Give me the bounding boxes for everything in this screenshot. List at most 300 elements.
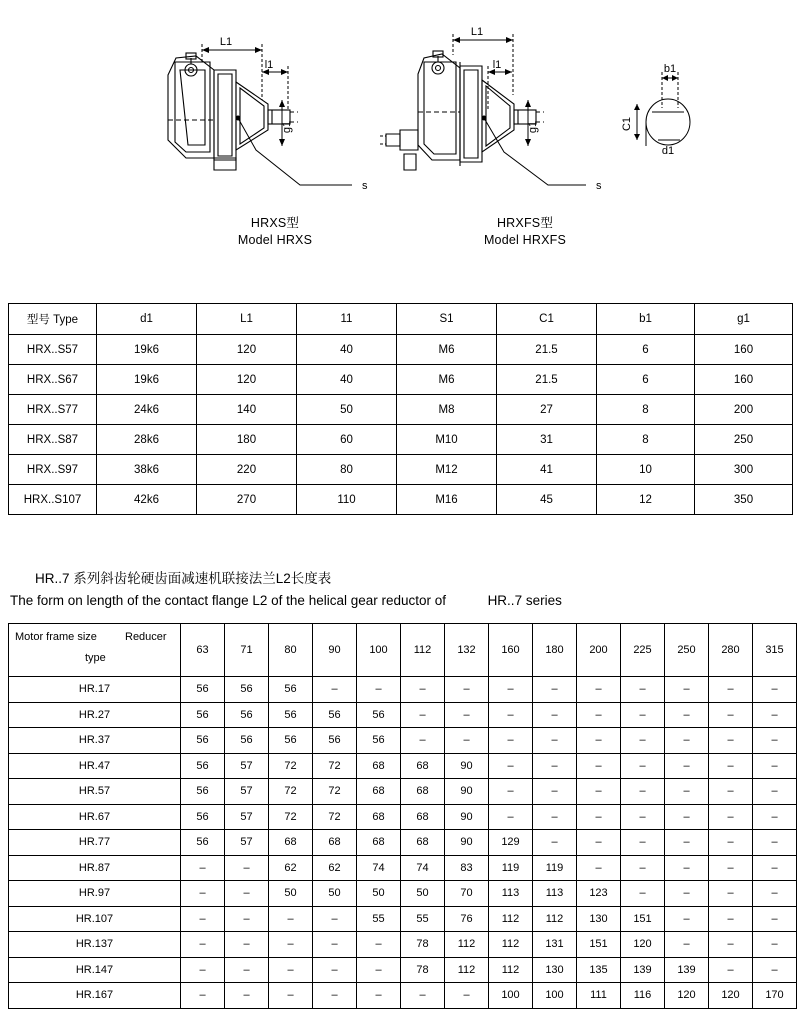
cell-type: HRX..S67 [9,365,97,395]
cell-L2-80: 72 [269,753,313,779]
cell-reducer-type: HR.77 [9,830,181,856]
cell-L2-71: 56 [225,677,269,703]
cell-L2-160: – [489,753,533,779]
cell-L2-315: – [753,881,797,907]
cell-11: 40 [297,335,397,365]
model-caption-left [180,215,370,249]
cell-L2-280: – [709,677,753,703]
cell-reducer-type: HR.57 [9,779,181,805]
cell-reducer-type: HR.67 [9,804,181,830]
cell-L2-80: – [269,983,313,1009]
cell-11: 50 [297,395,397,425]
cell-reducer-type: HR.47 [9,753,181,779]
cell-b1: 6 [597,365,695,395]
cell-L2-200: – [577,855,621,881]
cell-L2-71: – [225,932,269,958]
cell-L2-132: – [445,702,489,728]
col-header-250: 250 [665,624,709,677]
leader-s-left [236,116,352,185]
table-row [9,702,797,728]
cell-L2-280: – [709,855,753,881]
cell-L2-315: – [753,957,797,983]
cell-d1: 28k6 [97,425,197,455]
cell-type: HRX..S57 [9,335,97,365]
cell-L2-112: – [401,728,445,754]
cell-b1: 10 [597,455,695,485]
cell-C1: 45 [497,485,597,515]
cell-L2-63: 56 [181,830,225,856]
cell-L2-100: – [357,957,401,983]
cell-L2-132: 90 [445,830,489,856]
cell-L2-80: 72 [269,779,313,805]
cell-L2-90: 56 [313,728,357,754]
cell-reducer-type: HR.167 [9,983,181,1009]
col-header-S1: S1 [397,304,497,335]
cell-L2-315: – [753,906,797,932]
label-d1: d1 [661,145,675,157]
cell-L2-80: 68 [269,830,313,856]
cell-L2-250: – [665,881,709,907]
cell-L2-160: – [489,779,533,805]
model-caption-right-cn: HRXFS型 [496,216,554,230]
cell-L2-315: – [753,728,797,754]
cell-L2-63: – [181,983,225,1009]
cell-L2-132: 112 [445,957,489,983]
cell-L2-280: – [709,702,753,728]
cell-type: HRX..S77 [9,395,97,425]
cell-L2-63: – [181,881,225,907]
col-header-200: 200 [577,624,621,677]
section-title-cn: HR..7 系列斜齿轮硬齿面减速机联接法兰L2长度表 [35,571,332,586]
cell-L2-250: – [665,855,709,881]
cell-L2-71: 57 [225,779,269,805]
cell-L2-225: – [621,702,665,728]
cell-reducer-type: HR.147 [9,957,181,983]
label-g1-right: g1 [527,120,539,134]
cell-L2-90: 72 [313,804,357,830]
col-header-C1: C1 [497,304,597,335]
cell-L2-112: – [401,983,445,1009]
cell-b1: 8 [597,395,695,425]
cell-L2-180: 112 [533,906,577,932]
table-row [9,957,797,983]
cell-L2-315: – [753,804,797,830]
cell-L2-71: 57 [225,753,269,779]
cell-C1: 27 [497,395,597,425]
cell-L2-280: 120 [709,983,753,1009]
col-header-d1: d1 [97,304,197,335]
cell-S1: M10 [397,425,497,455]
col-header-132: 132 [445,624,489,677]
cell-L2-132: 112 [445,932,489,958]
cell-L2-112: 50 [401,881,445,907]
cell-L2-250: – [665,906,709,932]
cell-L2-90: 72 [313,753,357,779]
col-header-type: 型号 Type [9,304,97,335]
cell-L2-315: – [753,779,797,805]
cell-L2-225: – [621,677,665,703]
cell-L2-180: 113 [533,881,577,907]
cell-L2-71: – [225,957,269,983]
cell-reducer-type: HR.27 [9,702,181,728]
cell-L2-180: – [533,804,577,830]
cell-L2-90: – [313,957,357,983]
cell-L2-280: – [709,881,753,907]
cell-L2-100: 55 [357,906,401,932]
cell-L2-200: – [577,804,621,830]
cell-L1: 270 [197,485,297,515]
cell-S1: M12 [397,455,497,485]
table-row [9,425,793,455]
cell-S1: M6 [397,365,497,395]
cell-L2-63: 56 [181,804,225,830]
cell-S1: M6 [397,335,497,365]
cell-g1: 300 [695,455,793,485]
cell-11: 60 [297,425,397,455]
corner-label-reducer: Reducer [125,631,167,643]
cell-L2-280: – [709,804,753,830]
model-caption-right-en-value: HRXFS [522,233,567,247]
col-header-71: 71 [225,624,269,677]
cell-L2-100: 68 [357,753,401,779]
table-row [9,677,797,703]
table-row [9,365,793,395]
cell-L2-132: 90 [445,753,489,779]
cell-L2-160: – [489,677,533,703]
cell-L2-200: 151 [577,932,621,958]
table-row [9,485,793,515]
cell-L2-315: – [753,677,797,703]
cell-L2-100: 50 [357,881,401,907]
cell-L2-315: – [753,932,797,958]
table-row [9,881,797,907]
cell-L2-180: – [533,830,577,856]
cell-L2-250: – [665,804,709,830]
cell-L2-90: 62 [313,855,357,881]
cell-L2-90: – [313,932,357,958]
cell-L2-160: 112 [489,932,533,958]
cell-L2-250: – [665,830,709,856]
cell-L2-100: – [357,677,401,703]
cell-L2-250: 139 [665,957,709,983]
reducer-body-right [380,51,544,170]
cell-L2-63: 56 [181,753,225,779]
col-header-g1: g1 [695,304,793,335]
cell-L2-63: – [181,906,225,932]
col-header-90: 90 [313,624,357,677]
cell-L2-280: – [709,779,753,805]
cell-type: HRX..S107 [9,485,97,515]
cell-L2-80: 50 [269,881,313,907]
table-row [9,728,797,754]
cell-L2-112: – [401,702,445,728]
cell-L2-71: 57 [225,830,269,856]
cell-C1: 31 [497,425,597,455]
cell-L2-180: 100 [533,983,577,1009]
table-row [9,779,797,805]
cell-L2-315: – [753,702,797,728]
label-l1-right: l1 [492,59,502,71]
cell-L2-63: 56 [181,702,225,728]
cell-d1: 19k6 [97,335,197,365]
cell-L2-63: – [181,855,225,881]
cell-L2-71: – [225,881,269,907]
cell-L2-71: – [225,983,269,1009]
cell-L2-112: 68 [401,830,445,856]
corner-label-type: type [85,652,106,664]
cell-L2-200: – [577,728,621,754]
cell-L2-250: – [665,677,709,703]
cell-L2-315: – [753,830,797,856]
cell-L2-180: 119 [533,855,577,881]
table-row [9,855,797,881]
label-s-left: s [362,180,368,192]
table2-header-row [9,624,797,677]
cell-d1: 19k6 [97,365,197,395]
cell-L2-71: – [225,906,269,932]
cell-L2-225: 120 [621,932,665,958]
cell-L2-112: 68 [401,753,445,779]
drawing-svg [0,0,800,270]
cell-L2-132: 90 [445,804,489,830]
section-title-en-part1: The form on length of the contact flange L2 of the helical gear reductor of [10,593,447,608]
cell-g1: 350 [695,485,793,515]
cell-L2-160: 100 [489,983,533,1009]
cell-g1: 160 [695,335,793,365]
cell-L2-180: – [533,728,577,754]
table-row [9,906,797,932]
cell-L2-280: – [709,728,753,754]
dim-L1-right [453,34,513,95]
cell-L2-200: – [577,753,621,779]
cell-L2-315: 170 [753,983,797,1009]
cell-L2-80: – [269,932,313,958]
col-header-180: 180 [533,624,577,677]
cell-b1: 6 [597,335,695,365]
model-caption-right-en-label: Model [483,233,519,247]
cell-L2-80: 56 [269,677,313,703]
cell-L1: 220 [197,455,297,485]
corner-label-motor-frame: Motor frame size [15,631,97,643]
table-header-row [9,304,793,335]
cell-L1: 120 [197,365,297,395]
cell-type: HRX..S87 [9,425,97,455]
cell-L2-160: 119 [489,855,533,881]
flange-length-table [8,623,797,1009]
section-title-en-part2: HR..7 series [487,593,562,608]
cell-L2-63: 56 [181,779,225,805]
cell-L2-180: 130 [533,957,577,983]
cell-L2-200: – [577,779,621,805]
table-row [9,335,793,365]
cell-L2-112: 68 [401,804,445,830]
cell-g1: 200 [695,395,793,425]
dim-l1-left [262,66,288,110]
cell-L2-160: – [489,804,533,830]
cell-L1: 180 [197,425,297,455]
cell-L2-160: 113 [489,881,533,907]
cell-11: 80 [297,455,397,485]
cell-L2-225: – [621,855,665,881]
table-row [9,830,797,856]
cell-L2-200: 130 [577,906,621,932]
cell-L2-100: – [357,932,401,958]
cell-L2-250: – [665,702,709,728]
cell-L2-250: – [665,728,709,754]
cell-L2-80: – [269,957,313,983]
cell-L2-250: – [665,753,709,779]
table-row [9,455,793,485]
cell-L2-280: – [709,957,753,983]
col-header-315: 315 [753,624,797,677]
cell-L1: 120 [197,335,297,365]
cell-L2-132: – [445,728,489,754]
cell-L2-90: – [313,983,357,1009]
cell-L2-100: 68 [357,830,401,856]
cell-L2-200: 135 [577,957,621,983]
cell-L2-100: 68 [357,804,401,830]
model-caption-left-cn: HRXS型 [250,216,300,230]
cell-L2-225: – [621,881,665,907]
col-header-100: 100 [357,624,401,677]
cell-L2-160: – [489,728,533,754]
cell-d1: 24k6 [97,395,197,425]
cell-L2-315: – [753,753,797,779]
col-header-L1: L1 [197,304,297,335]
cell-L2-132: – [445,677,489,703]
cell-L2-80: 56 [269,702,313,728]
table-row [9,804,797,830]
cell-L2-225: – [621,779,665,805]
cell-L2-160: 129 [489,830,533,856]
cell-L2-112: 68 [401,779,445,805]
cell-g1: 250 [695,425,793,455]
table-row [9,753,797,779]
cell-L2-112: 78 [401,957,445,983]
cell-L2-160: – [489,702,533,728]
label-b1: b1 [663,63,677,75]
col-header-80: 80 [269,624,313,677]
label-s-right: s [596,180,602,192]
cell-L2-90: – [313,906,357,932]
cell-L2-200: – [577,830,621,856]
cell-b1: 8 [597,425,695,455]
cell-C1: 21.5 [497,335,597,365]
cell-L2-132: 83 [445,855,489,881]
cell-L2-132: – [445,983,489,1009]
cell-L2-100: 74 [357,855,401,881]
cell-L2-280: – [709,906,753,932]
cell-L2-90: 50 [313,881,357,907]
cell-L2-250: – [665,779,709,805]
cell-L2-71: 56 [225,702,269,728]
cell-11: 40 [297,365,397,395]
cell-L2-112: – [401,677,445,703]
label-L1-right: L1 [470,26,484,38]
cell-L2-225: 151 [621,906,665,932]
cell-L2-71: – [225,855,269,881]
reducer-body-left [168,53,298,170]
cell-L2-132: 70 [445,881,489,907]
cell-L2-71: 56 [225,728,269,754]
cell-L2-180: – [533,779,577,805]
cell-L2-180: – [533,702,577,728]
model-caption-left-en-label: Model [237,233,273,247]
col-header-160: 160 [489,624,533,677]
table-row [9,395,793,425]
cell-C1: 21.5 [497,365,597,395]
cell-L2-200: 111 [577,983,621,1009]
key-section [634,72,690,146]
cell-S1: M16 [397,485,497,515]
cell-L2-280: – [709,753,753,779]
technical-drawings [0,0,800,270]
cell-L2-112: 78 [401,932,445,958]
cell-reducer-type: HR.37 [9,728,181,754]
cell-L2-71: 57 [225,804,269,830]
cell-reducer-type: HR.137 [9,932,181,958]
cell-C1: 41 [497,455,597,485]
cell-L2-63: 56 [181,728,225,754]
cell-L2-132: 76 [445,906,489,932]
col-header-b1: b1 [597,304,695,335]
cell-L2-160: 112 [489,957,533,983]
label-l1-left: l1 [264,59,274,71]
cell-L2-100: 68 [357,779,401,805]
cell-type: HRX..S97 [9,455,97,485]
cell-b1: 12 [597,485,695,515]
dimension-table [8,303,793,515]
cell-L2-80: – [269,906,313,932]
section-title [10,568,790,612]
table-row [9,983,797,1009]
cell-L2-225: 116 [621,983,665,1009]
cell-L2-225: 139 [621,957,665,983]
cell-L2-90: – [313,677,357,703]
cell-L2-100: – [357,983,401,1009]
cell-L2-63: – [181,932,225,958]
cell-L2-225: – [621,804,665,830]
cell-L2-80: 56 [269,728,313,754]
cell-L2-100: 56 [357,702,401,728]
cell-L2-225: – [621,728,665,754]
cell-reducer-type: HR.17 [9,677,181,703]
cell-L2-90: 68 [313,830,357,856]
cell-d1: 42k6 [97,485,197,515]
cell-g1: 160 [695,365,793,395]
dim-l1-right [488,66,512,110]
cell-L2-63: 56 [181,677,225,703]
cell-L2-112: 74 [401,855,445,881]
cell-L2-200: – [577,702,621,728]
cell-L2-112: 55 [401,906,445,932]
section-title-en [10,590,790,612]
cell-S1: M8 [397,395,497,425]
cell-L2-100: 56 [357,728,401,754]
cell-reducer-type: HR.97 [9,881,181,907]
col-header-63: 63 [181,624,225,677]
cell-L2-280: – [709,830,753,856]
label-g1-left: g1 [281,120,293,134]
cell-L2-90: 56 [313,702,357,728]
cell-L2-315: – [753,855,797,881]
cell-11: 110 [297,485,397,515]
cell-L2-200: 123 [577,881,621,907]
cell-d1: 38k6 [97,455,197,485]
label-L1-left: L1 [219,36,233,48]
cell-L2-63: – [181,957,225,983]
table-row [9,932,797,958]
